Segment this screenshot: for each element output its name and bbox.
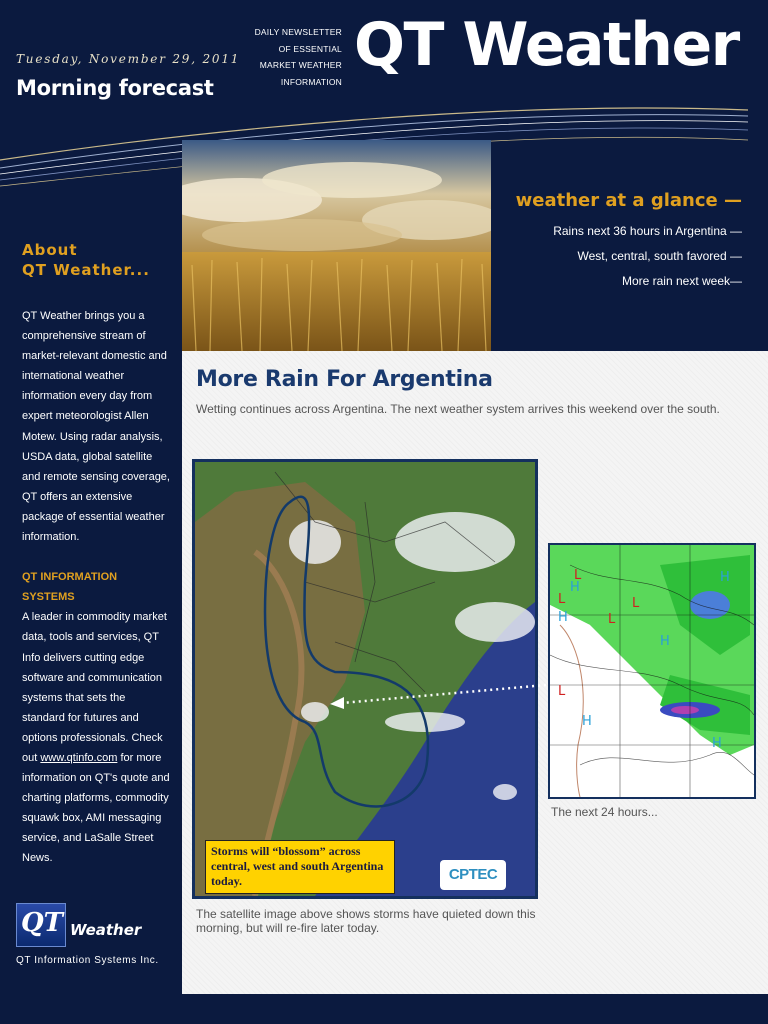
article-panel	[182, 351, 768, 994]
glance-item: West, central, south favored —	[577, 249, 742, 263]
info-text-body-2: for more information on QT's quote and charting platforms, commodity squawk box, AMI messaging service, and LaSalle Street News.	[22, 751, 170, 865]
glance-item: Rains next 36 hours in Argentina —	[553, 224, 742, 238]
info-text-body: A leader in commodity market data, tools and services, QT Info delivers cutting edge software and communication systems that sets the standard for futures and options professionals. Check out	[22, 611, 167, 764]
wheat-field-photo	[182, 140, 491, 351]
svg-text:L: L	[632, 596, 640, 611]
info-heading-line: QT INFORMATION	[22, 571, 118, 584]
model-caption: The next 24 hours...	[551, 805, 658, 819]
qtinfo-link[interactable]: www.qtinfo.com	[40, 751, 118, 764]
tagline-line: MARKET WEATHER	[259, 60, 342, 70]
forecast-model-map	[548, 543, 756, 799]
glance-title: weather at a glance —	[515, 190, 742, 211]
weather-at-a-glance	[492, 190, 742, 294]
svg-text:L: L	[558, 592, 566, 607]
article-headline: More Rain For Argentina	[196, 367, 493, 392]
info-heading	[22, 567, 170, 607]
tagline-line: INFORMATION	[280, 76, 342, 87]
footer-bar	[0, 994, 768, 1024]
edition-title: Morning forecast	[16, 76, 214, 100]
dotted-arrow	[326, 671, 556, 711]
svg-text:H: H	[570, 580, 580, 595]
company-name: QT Information Systems Inc.	[16, 955, 159, 966]
glance-item: More rain next week—	[621, 274, 742, 288]
cptec-badge: CPTEC	[440, 860, 506, 890]
svg-text:H: H	[712, 736, 722, 751]
tagline-line: OF ESSENTIAL	[278, 43, 342, 54]
svg-text:L: L	[574, 568, 582, 583]
issue-date: Tuesday, November 29, 2011	[16, 52, 241, 66]
logo-mark-text: QT	[21, 908, 63, 938]
logo-word: Weather	[70, 921, 142, 939]
tagline-line: DAILY NEWSLETTER	[254, 27, 342, 37]
about-heading	[22, 240, 170, 280]
brand-title: QT Weather	[354, 10, 739, 80]
glance-title-text: weather at a glance	[515, 190, 718, 211]
storm-callout: Storms will “blossom” across central, west and south Argentina today.	[205, 840, 395, 894]
newsletter-tagline	[236, 24, 342, 90]
article-dek: Wetting continues across Argentina. The next weather system arrives this weekend over the south.	[196, 402, 720, 416]
about-heading-line: QT Weather...	[22, 261, 150, 279]
svg-text:H: H	[720, 570, 730, 585]
svg-text:H: H	[582, 714, 592, 729]
about-text: QT Weather brings you a comprehensive stream of market-relevant domestic and international weather information every day from expert meteorologist Allen Motew. Using radar analysis, USDA data, global satellite and remote sensing coverage, QT offers an extensive package of essential weather information.	[22, 310, 170, 544]
about-heading-line: About	[22, 241, 78, 259]
satellite-caption: The satellite image above shows storms have quieted down this morning, but will re-fire later today.	[196, 907, 536, 935]
qt-weather-logo	[16, 903, 166, 947]
svg-text:H: H	[558, 610, 568, 625]
svg-text:L: L	[558, 684, 566, 699]
info-text	[22, 607, 170, 868]
rainfall-model-map	[550, 545, 754, 797]
svg-text:H: H	[660, 634, 670, 649]
info-heading-line: SYSTEMS	[22, 591, 75, 604]
sidebar	[22, 240, 170, 869]
logo-mark	[16, 903, 66, 947]
svg-text:L: L	[608, 612, 616, 627]
